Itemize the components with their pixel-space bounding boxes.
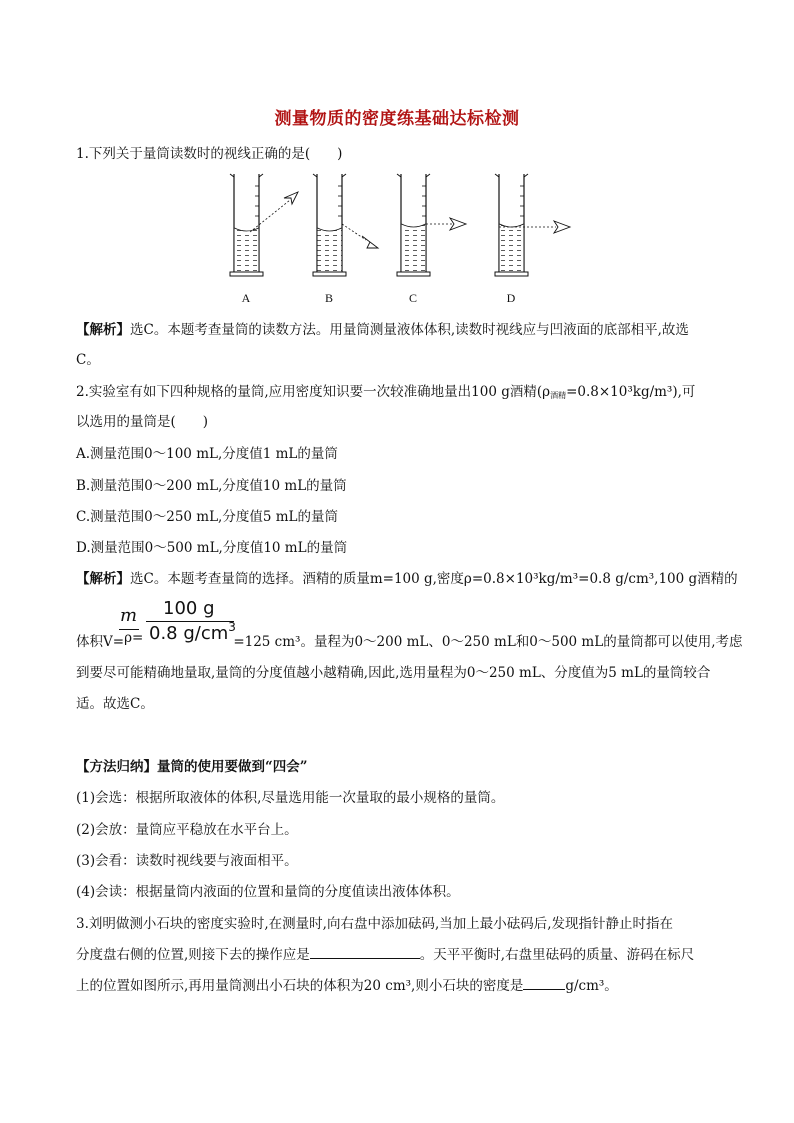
- q2-analysis-line4: 适。故选C。: [76, 696, 154, 712]
- figure-label-b: B: [324, 291, 334, 305]
- graduated-cylinder-figure: [220, 168, 580, 308]
- q3-stem: 3.刘明做测小石块的密度实验时,在测量时,向右盘中添加砝码,当加上最小砝码后,发现指针静止时指在: [76, 916, 674, 932]
- q2-analysis-line3: 到要尽可能精确地量取,量筒的分度值越小越精确,因此,选用量程为0～250 mL、分度值为5 mL的量筒较合: [76, 665, 711, 681]
- method-item-3: (3)会看：读数时视线要与液面相平。: [76, 853, 298, 869]
- q1-stem: 1.下列关于量筒读数时的视线正确的是( ): [76, 146, 343, 162]
- q2-analysis: [76, 570, 738, 588]
- figure-label-d: D: [506, 291, 516, 305]
- figure-label-a: A: [241, 291, 251, 305]
- q2-option-d: D.测量范围0～500 mL,分度值10 mL的量筒: [76, 540, 348, 556]
- method-heading: 【方法归纳】量筒的使用要做到“四会”: [76, 759, 308, 775]
- formula-denominator-text: 0.8 g/cm: [149, 623, 229, 644]
- q2-option-a: A.测量范围0～100 mL,分度值1 mL的量筒: [76, 446, 338, 462]
- q1-analysis-text: 选C。本题考查量筒的读数方法。用量筒测量液体体积,读数时视线应与凹液面的底部相平,故选: [130, 322, 689, 338]
- analysis-tag: 【解析】: [76, 571, 130, 587]
- q3-stem-line2: [76, 946, 694, 964]
- answer-blank-1[interactable]: [310, 946, 420, 959]
- q1-analysis-cont: C。: [76, 352, 100, 368]
- method-item-4: (4)会读：根据量筒内液面的位置和量筒的分度值读出液体体积。: [76, 884, 460, 900]
- q3-stem-line3: [76, 977, 618, 995]
- analysis-tag: 【解析】: [76, 322, 130, 338]
- cylinder-c: [397, 174, 466, 305]
- q2-analysis-text: 选C。本题考查量筒的选择。酒精的质量m=100 g,密度ρ=0.8×10³kg/m³=0.8 g/cm³,100 g酒精的: [130, 571, 738, 587]
- q2-stem-text-b: =0.8×10³kg/m³),可: [566, 384, 696, 400]
- answer-blank-2[interactable]: [523, 977, 565, 990]
- q1-analysis: [76, 321, 689, 339]
- equals-sign: =: [132, 630, 144, 646]
- page-title: 测量物质的密度练基础达标检测: [274, 109, 520, 129]
- q3-text: 分度盘右侧的位置,则接下去的操作应是: [76, 947, 310, 963]
- formula-rho: ρ: [124, 630, 132, 646]
- q2-analysis-text-cont: =125 cm³。量程为0～200 mL、0～250 mL和0～500 mL的量筒都可以使用,考虑: [233, 634, 743, 650]
- cylinder-a: [230, 174, 298, 305]
- q2-stem: [76, 383, 695, 405]
- cylinder-d: [495, 174, 570, 305]
- q3-text-b: 。天平平衡时,右盘里砝码的质量、游码在标尺: [419, 947, 695, 963]
- cylinder-b: [313, 174, 378, 305]
- volume-label: 体积V=: [76, 634, 125, 650]
- figure-label-c: C: [408, 291, 418, 305]
- method-item-2: (2)会放：量筒应平稳放在水平台上。: [76, 822, 298, 838]
- q2-option-b: B.测量范围0～200 mL,分度值10 mL的量筒: [76, 478, 347, 494]
- formula-numerator: 100 g: [163, 598, 215, 619]
- q2-stem-cont: 以选用的量筒是( ): [76, 414, 209, 430]
- q3-text-c: 上的位置如图所示,再用量筒测出小石块的体积为20 cm³,则小石块的密度是: [76, 978, 524, 994]
- formula-exponent: 3: [228, 620, 236, 634]
- q2-stem-text: 2.实验室有如下四种规格的量筒,应用密度知识要一次较准确地量出100 g酒精(ρ: [76, 384, 551, 400]
- formula-m: m: [120, 605, 138, 626]
- q2-option-c: C.测量范围0～250 mL,分度值5 mL的量筒: [76, 509, 338, 525]
- rho-subscript: 酒精: [550, 391, 567, 400]
- q3-unit: g/cm³。: [565, 978, 618, 994]
- q2-analysis-formula-line: [76, 630, 743, 651]
- method-item-1: (1)会选：根据所取液体的体积,尽量选用能一次量取的最小规格的量筒。: [76, 790, 505, 806]
